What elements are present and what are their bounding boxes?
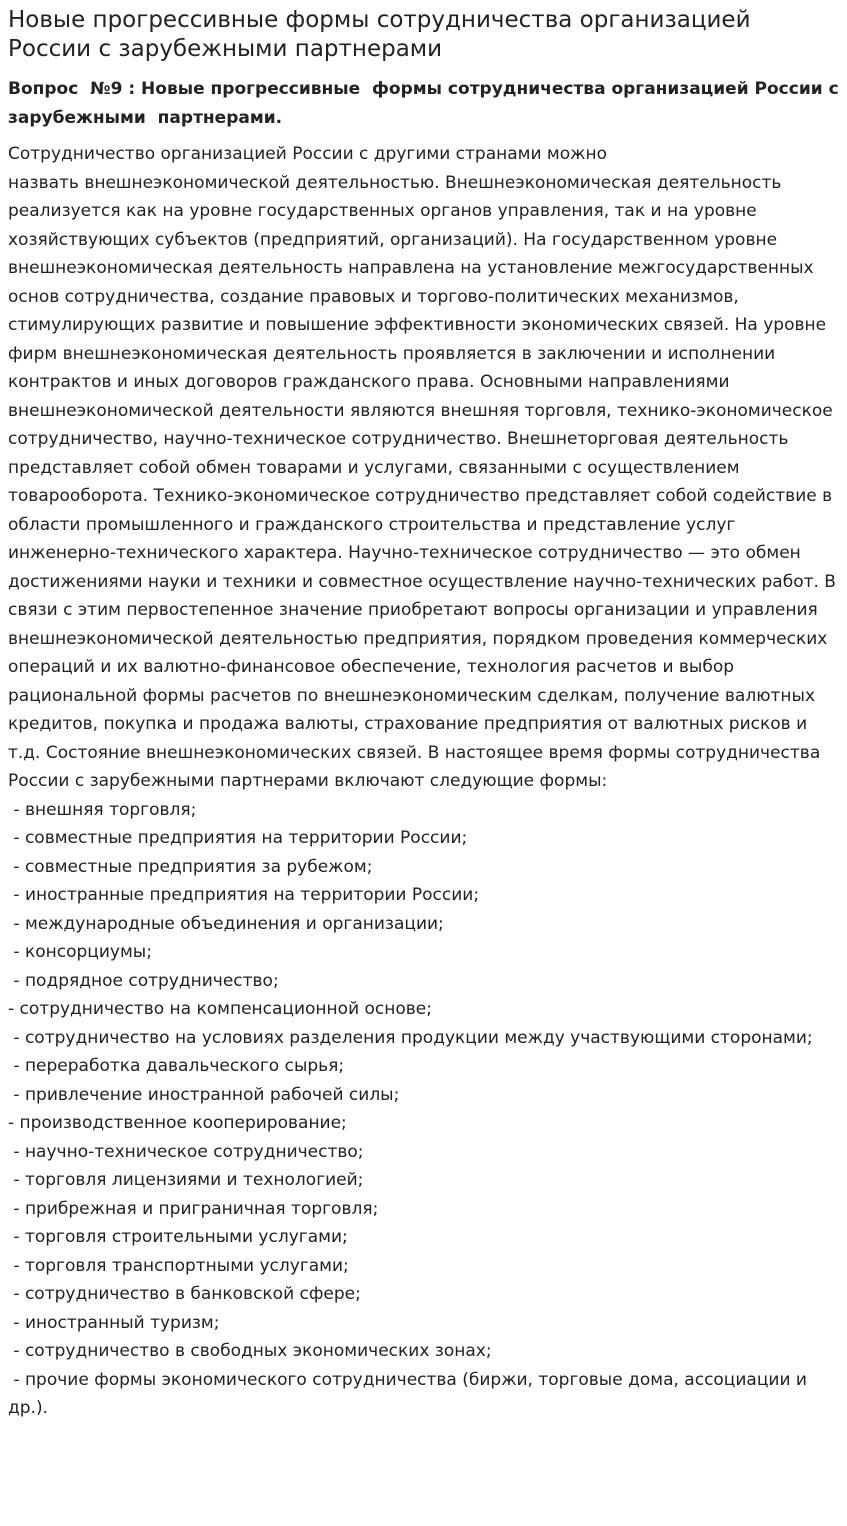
- question-title: Вопрос №9 : Новые прогрессивные формы сотрудничества организацией России с зарубежными партнерами.: [8, 79, 845, 128]
- list-item: - привлечение иностранной рабочей силы;: [8, 1084, 400, 1105]
- list-item: - сотрудничество в банковской сфере;: [8, 1284, 361, 1304]
- page-title: Новые прогрессивные формы сотрудничества организацией России с зарубежными партнерами: [8, 7, 751, 62]
- list-item: - производственное кооперирование;: [8, 1113, 347, 1133]
- article-paragraph: Сотрудничество организацией России с другими странами можно назвать внешнеэкономической деятельностью. Внешнеэкономическая деятельность реализуется как на уровне государственных органов управления, так и на уровне хозяйствующих субъектов (предприятий, организаций). На государственном уровне внешнеэкономическая деятельность направлена на установление межгосударственных основ сотрудничества, создание правовых и торгово-политических механизмов, стимулирующих развитие и повышение эффективности экономических связей. На уровне фирм внешнеэкономическая деятельность проявляется в заключении и исполнении контрактов и иных договоров гражданского права. Основными направлениями внешнеэкономической деятельности являются внешняя торговля, технико-экономическое сотрудничество, научно-техническое сотрудничество. Внешнеторговая деятельность представляет собой обмен товарами и услугами, связанными с осуществлением товарооборота. Технико-экономическое сотрудничество представляет собой содействие в области промышленного и гражданского строительства и представление услуг инженерно-технического характера. Научно-техническое сотрудничество — это обмен достижениями науки и техники и совместное осуществление научно-технических работ. В связи с этим первостепенное значение приобретают вопросы организации и управления внешнеэкономической деятельностью предприятия, порядком проведения коммерческих операций и их валютно-финансовое обеспечение, технология расчетов и выбор рациональной формы расчетов по внешнеэкономическим сделкам, получение валютных кредитов, покупка и продажа валюты, страхование предприятия от валютных рисков и т.д. Состояние внешнеэкономических связей. В настоящее время формы сотрудничества России с зарубежными партнерами включают следующие формы:: [8, 144, 836, 791]
- list-item: - торговля транспортными услугами;: [8, 1255, 349, 1276]
- list-item: - прибрежная и приграничная торговля;: [8, 1198, 379, 1219]
- list-item: - научно-техническое сотрудничество;: [8, 1141, 364, 1162]
- list-item: - прочие формы экономического сотрудничества (биржи, торговые дома, ассоциации и др.).: [8, 1369, 813, 1418]
- list-item: - подрядное сотрудничество;: [8, 970, 279, 991]
- list-item: - совместные предприятия за рубежом;: [8, 856, 373, 877]
- list-item: - совместные предприятия на территории России;: [8, 828, 468, 848]
- list-item: - переработка давальческого сырья;: [8, 1056, 345, 1076]
- list-item: - внешняя торговля;: [8, 799, 197, 820]
- list-item: - международные объединения и организации;: [8, 913, 444, 934]
- list-item: - сотрудничество в свободных экономических зонах;: [8, 1341, 492, 1361]
- list-item: - иностранный туризм;: [8, 1312, 220, 1333]
- list-item: - торговля строительными услугами;: [8, 1227, 348, 1247]
- cooperation-forms-list: [8, 796, 839, 1423]
- list-item: - сотрудничество на условиях разделения продукции между участвующими сторонами;: [8, 1027, 813, 1048]
- list-item: - сотрудничество на компенсационной основе;: [8, 999, 432, 1019]
- list-item: - торговля лицензиями и технологией;: [8, 1170, 364, 1190]
- list-item: - консорциумы;: [8, 942, 152, 962]
- list-item: - иностранные предприятия на территории России;: [8, 885, 480, 905]
